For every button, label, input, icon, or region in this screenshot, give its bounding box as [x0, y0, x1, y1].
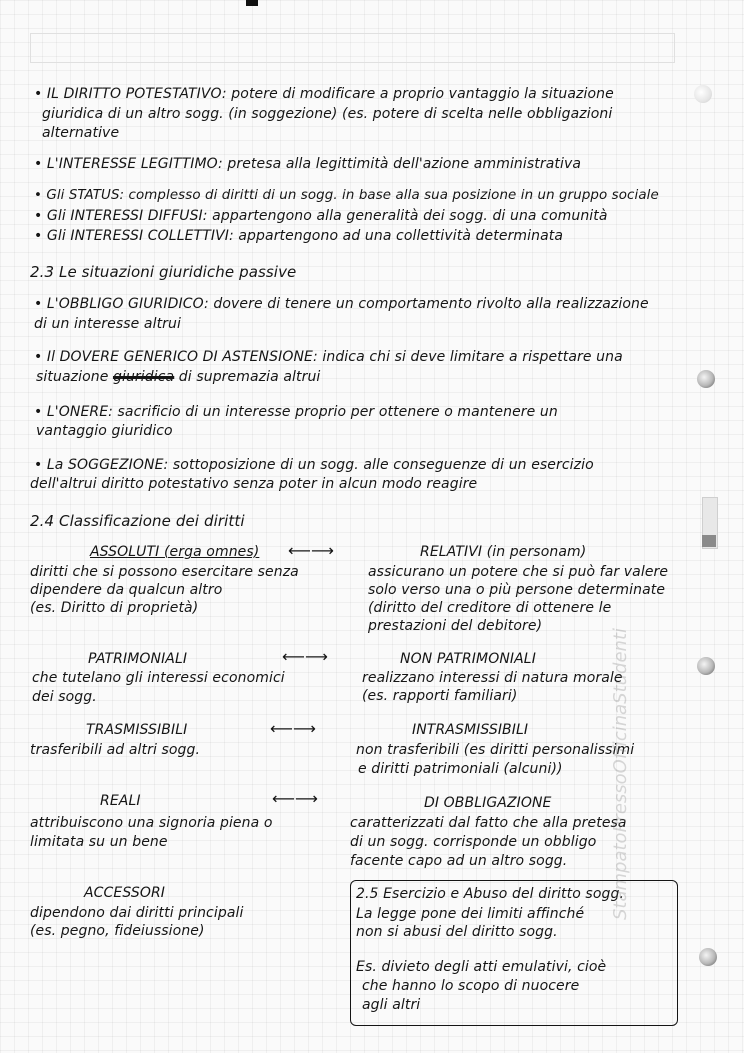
note-line: • L'OBBLIGO GIURIDICO: dovere di tenere un comportamento rivolto alla realizzazione	[34, 296, 649, 312]
struck-word: giuridica	[112, 369, 175, 385]
box-line: La legge pone dei limiti affinché	[356, 906, 585, 922]
class-desc-right: solo verso una o più persone determinate	[368, 582, 666, 598]
note-line: di un interesse altrui	[34, 316, 181, 332]
note-line: • L'ONERE: sacrificio di un interesse proprio per ottenere o mantenere un	[34, 404, 558, 420]
section-title: 2.4 Classificazione dei diritti	[30, 512, 245, 530]
class-desc-right: realizzano interessi di natura morale	[362, 670, 623, 686]
class-head-right: RELATIVI (in personam)	[420, 544, 587, 560]
class-head-left: ASSOLUTI (erga omnes)	[90, 544, 260, 560]
class-desc-right: (diritto del creditore di ottenere le	[368, 600, 612, 616]
note-line: • IL DIRITTO POTESTATIVO: potere di modificare a proprio vantaggio la situazione	[34, 86, 614, 102]
double-arrow-icon: ⟵⟶	[272, 789, 318, 808]
class-head-left: REALI	[100, 793, 141, 809]
class-head-left: TRASMISSIBILI	[86, 722, 188, 738]
class-desc-left: trasferibili ad altri sogg.	[30, 742, 201, 758]
note-line: • Gli INTERESSI DIFFUSI: appartengono alla generalità dei sogg. di una comunità	[34, 208, 608, 224]
class-head-right: INTRASMISSIBILI	[412, 722, 529, 738]
section-title: 2.3 Le situazioni giuridiche passive	[30, 263, 297, 281]
class-desc-left: (es. Diritto di proprietà)	[30, 600, 199, 616]
note-line: giuridica di un altro sogg. (in soggezione) (es. potere di scelta nelle obbligazioni	[42, 106, 613, 122]
binder-tab-mark	[702, 535, 716, 547]
class-desc-left: limitata su un bene	[30, 834, 168, 850]
header-box	[30, 33, 675, 63]
class-desc-right: e diritti patrimoniali (alcuni))	[358, 761, 563, 777]
class-desc-right: prestazioni del debitore)	[368, 618, 543, 634]
class-desc-right: (es. rapporti familiari)	[362, 688, 518, 704]
watermark: StampatoPressoOfficinaStudenti	[610, 627, 631, 920]
note-line: dell'altrui diritto potestativo senza poter in alcun modo reagire	[30, 476, 478, 492]
note-text: situazione	[36, 369, 109, 385]
class-desc-left: che tutelano gli interessi economici	[32, 670, 285, 686]
class-desc-right: assicurano un potere che si può far valere	[368, 564, 669, 580]
class-desc-right: facente capo ad un altro sogg.	[350, 853, 568, 869]
class-head-left: ACCESSORI	[84, 885, 166, 901]
double-arrow-icon: ⟵⟶	[282, 647, 328, 666]
class-head-right: DI OBBLIGAZIONE	[424, 795, 552, 811]
top-mark	[246, 0, 258, 6]
binder-hole-icon	[697, 657, 715, 675]
box-line: che hanno lo scopo di nuocere	[362, 978, 580, 994]
note-line: vantaggio giuridico	[36, 423, 173, 439]
note-line: alternative	[42, 125, 120, 141]
class-desc-left: diritti che si possono esercitare senza	[30, 564, 299, 580]
box-line: agli altri	[362, 997, 421, 1013]
note-line: • Gli INTERESSI COLLETTIVI: appartengono ad una collettività determinata	[34, 228, 564, 244]
class-desc-left: dipendono dai diritti principali	[30, 905, 244, 921]
binder-hole-icon	[699, 948, 717, 966]
note-text: di supremazia altrui	[178, 369, 321, 385]
class-desc-left: attribuiscono una signoria piena o	[30, 815, 273, 831]
class-desc-left: dei sogg.	[32, 689, 97, 705]
class-desc-right: caratterizzati dal fatto che alla pretesa	[350, 815, 627, 831]
box-title: 2.5 Esercizio e Abuso del diritto sogg.	[356, 886, 625, 902]
box-line: Es. divieto degli atti emulativi, cioè	[356, 959, 607, 975]
class-desc-right: non trasferibili (es diritti personalissimi	[356, 742, 635, 758]
double-arrow-icon: ⟵⟶	[270, 719, 316, 738]
class-head-left: PATRIMONIALI	[88, 651, 188, 667]
binder-hole-icon	[694, 85, 712, 103]
double-arrow-icon: ⟵⟶	[288, 541, 334, 560]
note-line: • Gli STATUS: complesso di diritti di un sogg. in base alla sua posizione in un gruppo sociale	[34, 188, 659, 203]
box-line: non si abusi del diritto sogg.	[356, 924, 558, 940]
class-desc-left: (es. pegno, fideiussione)	[30, 923, 205, 939]
note-line: • L'INTERESSE LEGITTIMO: pretesa alla legittimità dell'azione amministrativa	[34, 156, 582, 172]
class-desc-left: dipendere da qualcun altro	[30, 582, 223, 598]
binder-hole-icon	[697, 370, 715, 388]
note-line: • La SOGGEZIONE: sottoposizione di un sogg. alle conseguenze di un esercizio	[34, 457, 594, 473]
class-head-right: NON PATRIMONIALI	[400, 651, 536, 667]
note-line	[36, 368, 320, 386]
class-desc-right: di un sogg. corrisponde un obbligo	[350, 834, 597, 850]
note-line: • Il DOVERE GENERICO DI ASTENSIONE: indica chi si deve limitare a rispettare una	[34, 349, 623, 365]
